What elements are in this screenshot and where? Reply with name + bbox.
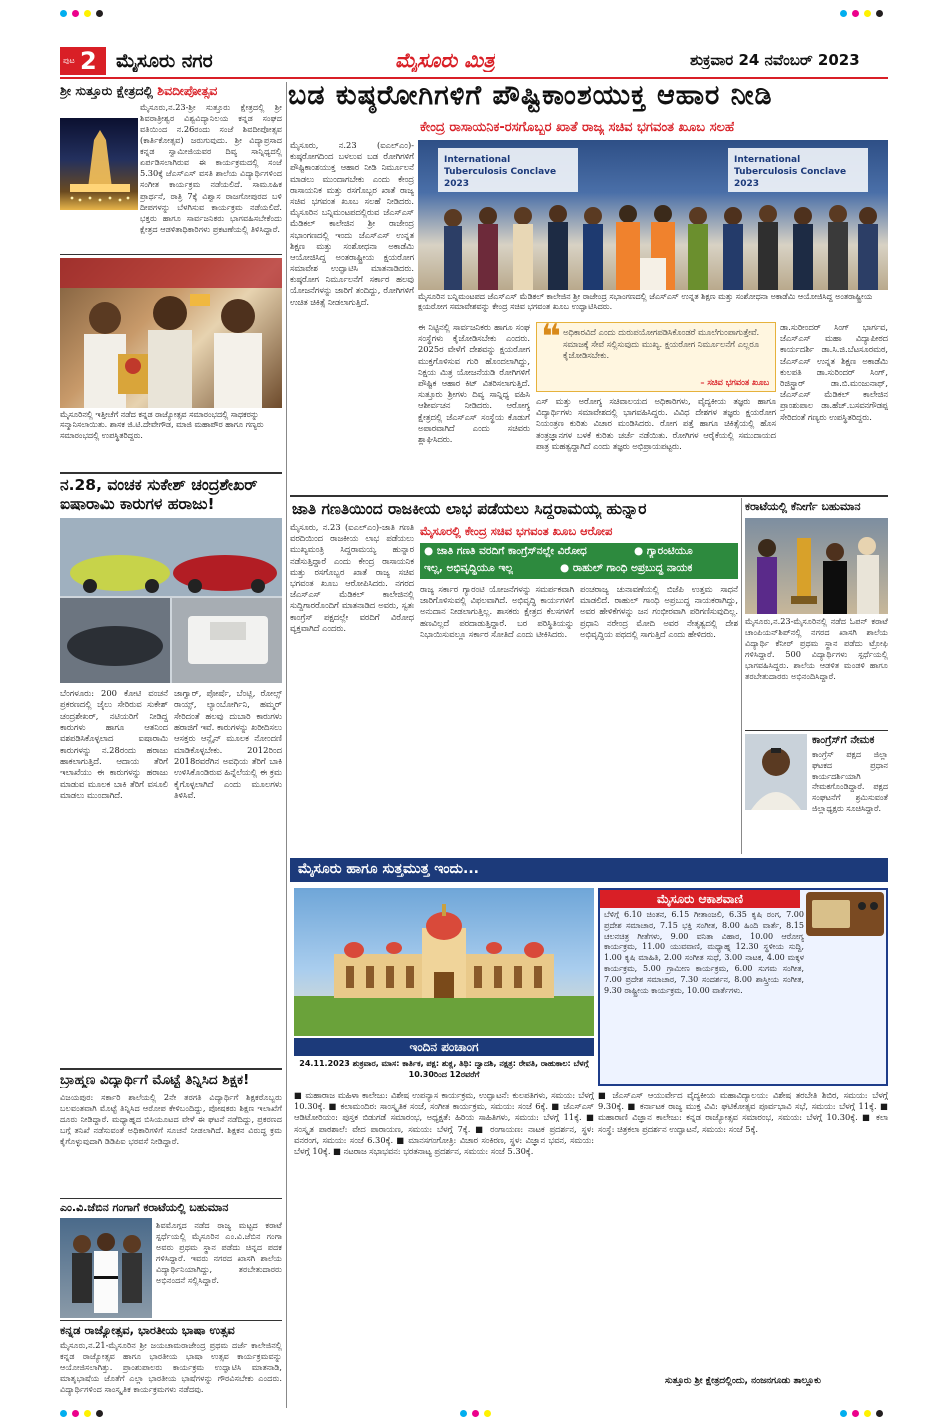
conclave-banner: International Tuberculosis Conclave 2023 [444,155,557,189]
story-headline: ಕನ್ನಡ ರಾಜ್ಯೋತ್ಸವ, ಭಾರತೀಯ ಭಾಷಾ ಉತ್ಸವ [60,1323,235,1337]
radio-schedule: ಬೆಳಿಗ್ಗೆ 6.10 ಚಿಂತನ, 6.15 ಗೀತಾಂಜಲಿ, 6.35 ಕೃಷಿ ರಂಗ, 7.00 ಪ್ರದೇಶ ಸಮಾಚಾರ, 7.15 ಭಕ್ತಿ ಸಂಗೀತ, 8.00 ಹಿಂದಿ ವಾರ್ತೆ, 8.15 ಚಲನಚಿತ್ರ ಗೀತೆಗಳು, 9.00 ವನಿತಾ ವಿಹಾರ, 10.00 ಆರೋಗ್ಯ ಕಾರ್ಯಕ್ರಮ, 11.00 ಯುವವಾಣಿ, ಮಧ್ಯಾಹ್ನ 12.30 ಸ್ಥಳೀಯ ಸುದ್ದಿ, 1.00 ಕೃಷಿ ಮಾಹಿತಿ, 2.00 ಸಂಗೀತ ಸುಧೆ, 3.00 ನಾಟಕ, 4.00 ಮಕ್ಕಳ ಕಾರ್ಯಕ್ರಮ, 5.00 ಗ್ರಾಮೀಣ ಕಾರ್ಯಕ್ರಮ, 6.00 ಸುಗಮ ಸಂಗೀತ, 7.00 ಪ್ರದೇಶ ಸಮಾಚಾರ, 7.30 ಸಂದರ್ಶನ, 8.00 ಶಾಸ್ತ್ರೀಯ ಸಂಗೀತ, 9.30 ರಾಷ್ಟ್ರೀಯ ಕಾರ್ಯಕ್ರಮ, 10.00 ವಾರ್ತೆಗಳು. [604,910,804,995]
story-body: ಮೈಸೂರು, ನ.23 (ಐಎಲ್ಎಂ)-ಜಾತಿ ಗಣತಿ ವರದಿಯಿಂದ ರಾಜಕೀಯ ಲಾಭ ಪಡೆಯಲು ಮುಖ್ಯಮಂತ್ರಿ ಸಿದ್ದರಾಮಯ್ಯ ಹುನ್ನಾರ ನಡೆಸುತ್ತಿದ್ದಾರೆ ಎಂದು ಕೇಂದ್ರ ರಾಸಾಯನಿಕ ಮತ್ತು ರಸಗೊಬ್ಬರ ಖಾತೆ ರಾಜ್ಯ ಸಚಿವ ಭಗವಂತ ಖೂಬ ಆರೋಪಿಸಿದರು. ನಗರದ ಜೆಎಸ್ಎಸ್ ಮೆಡಿಕಲ್ ಕಾಲೇಜಿನಲ್ಲಿ ಸುದ್ದಿಗಾರರೊಂದಿಗೆ ಮಾತನಾಡಿದ ಅವರು, ಸ್ವತಃ ಕಾಂಗ್ರೆಸ್ ಪಕ್ಷದಲ್ಲೇ ವರದಿಗೆ ವಿರೋಧ ವ್ಯಕ್ತವಾಗಿದೆ ಎಂದರು. [290,522,414,633]
story-body: ಮೈಸೂರು,ನ.23-ಶ್ರೀ ಸುತ್ತೂರು ಕ್ಷೇತ್ರದಲ್ಲಿ ಶ್ರೀ ಶಿವರಾತ್ರೀಶ್ವರ ವಿಶ್ವವಿದ್ಯಾನಿಲಯ ಕನ್ನಡ ಸಂಘದ ವತಿಯಿಂದ ನ.26ರಂದು ಸಂಜೆ ಶಿವದೀಪೋತ್ಸವ (ಕಾರ್ತಿಕೋತ್ಸವ) ಜರುಗುವುದು. ಶ್ರೀ ವಿದ್ಯಾಪ್ರಸಾದ ಕನ್ನಡ ಸ್ವಾಮೀಜಿಯವರ ದಿವ್ಯ ಸಾನ್ನಿಧ್ಯದಲ್ಲಿ ಏರ್ಪಡಿಸಲಾಗಿರುವ ಈ ಕಾರ್ಯಕ್ರಮದಲ್ಲಿ ಸಂಜೆ 5.30ಕ್ಕೆ ಜೆಎಸ್ಎಸ್ ವಸತಿ ಶಾಲೆಯ ವಿದ್ಯಾರ್ಥಿಗಳಿಂದ ಸಂಗೀತ ಕಾರ್ಯಕ್ರಮ ನಡೆಯಲಿದೆ. ಸಾಮೂಹಿಕ ಪ್ರಾರ್ಥನೆ, ರಾತ್ರಿ 7ಕ್ಕೆ ವಿಶ್ವಾಸ ರಾಜಗೋಪುರದ ಬಳಿ ದೀಪಗಳನ್ನು ಬೆಳಗಿಸುವ ಕಾರ್ಯಕ್ರಮ ನಡೆಯಲಿದೆ. ಭಕ್ತರು ಹಾಗೂ ಸಾರ್ವಜನಿಕರು ಭಾಗವಹಿಸಬೇಕೆಂದು ಕ್ಷೇತ್ರದ ಆಡಳಿತಾಧಿಕಾರಿಗಳು ಪ್ರಕಟಣೆಯಲ್ಲಿ ತಿಳಿಸಿದ್ದಾರೆ. [140,102,282,234]
radio-box [598,888,888,1086]
lead-body-col2: ಈ ನಿಟ್ಟಿನಲ್ಲಿ ಸಾರ್ವಜನಿಕರು ಹಾಗೂ ಸಂಘ ಸಂಸ್ಥೆಗಳು ಕೈಜೋಡಿಸಬೇಕು ಎಂದರು. 2025ರ ವೇಳೆಗೆ ದೇಶವನ್ನು ಕ್ಷಯರೋಗ ಮುಕ್ತಗೊಳಿಸುವ ಗುರಿ ಹೊಂದಲಾಗಿದ್ದು, ನಿಕ್ಷಯ ಮಿತ್ರ ಯೋಜನೆಯಡಿ ರೋಗಿಗಳಿಗೆ ಪೌಷ್ಟಿಕ ಆಹಾರ ಕಿಟ್ ವಿತರಿಸಲಾಗುತ್ತಿದೆ. ಸುತ್ತೂರು ಶ್ರೀಗಳು ದಿವ್ಯ ಸಾನ್ನಿಧ್ಯ ವಹಿಸಿ ಆಶೀರ್ವಚನ ನೀಡಿದರು. ಆರೋಗ್ಯ ಕ್ಷೇತ್ರದಲ್ಲಿ ಜೆಎಸ್ಎಸ್ ಸಂಸ್ಥೆಯ ಕೊಡುಗೆ ಅಪಾರವಾಗಿದೆ ಎಂದು ಸಚಿವರು ಶ್ಲಾಘಿಸಿದರು. [418,322,530,444]
conclave-banner: International Tuberculosis Conclave 2023 [734,155,847,189]
issue-date: ಶುಕ್ರವಾರ 24 ನವೆಂಬರ್ 2023 [690,51,860,69]
registration-dot [84,10,91,17]
photo-caption: ಮೈಸೂರಿನ ಬನ್ನಿಮಂಟಪದ ಜೆಎಸ್ಎಸ್ ಮೆಡಿಕಲ್ ಕಾಲೇಜಿನ ಶ್ರೀ ರಾಜೇಂದ್ರ ಸಭಾಂಗಣದಲ್ಲಿ ಜೆಎಸ್ಎಸ್ ಉನ್ನತ ಶಿಕ್ಷಣ ಮತ್ತು ಸಂಶೋಧನಾ ಅಕಾಡೆಮಿ ಆಯೋಜಿಸಿದ್ದ ಅಂತರಾಷ್ಟ್ರೀಯ ಕ್ಷಯರೋಗ ಸಮಾವೇಶವನ್ನು ಕೇಂದ್ರ ಸಚಿವ ಭಗವಂತ ಖೂಬ ಉದ್ಘಾಟಿಸಿದರು. [418,292,873,312]
story-headline: ಕಾಂಗ್ರೆಸ್‌ಗೆ ನೇಮಕ [812,734,875,746]
luxury-cars-photo [60,518,282,683]
pull-quote-attribution: – ಸಚಿವ ಭಗವಂತ ಖೂಬ [700,377,769,387]
registration-dot [460,1410,467,1417]
story-body: ಪಂಚರಾಜ್ಯ ಚುನಾವಣೆಯಲ್ಲಿ ಬಿಜೆಪಿ ಉತ್ತಮ ಸಾಧನೆ ಮಾಡಲಿದೆ. ರಾಹುಲ್ ಗಾಂಧಿ ಅಪ್ರಬುದ್ಧ ನಾಯಕರಾಗಿದ್ದು, ಅವರ ಹೇಳಿಕೆಗಳನ್ನು ಜನ ಗಂಭೀರವಾಗಿ ಪರಿಗಣಿಸುವುದಿಲ್ಲ. ಪ್ರಧಾನಿ ನರೇಂದ್ರ ಮೋದಿ ಅವರ ನೇತೃತ್ವದಲ್ಲಿ ದೇಶ ಅಭಿವೃದ್ಧಿಯ ಪಥದಲ್ಲಿ ಸಾಗುತ್ತಿದೆ ಎಂದು ಹೇಳಿದರು. [580,584,738,639]
column-rule [286,82,287,1408]
registration-dot [72,10,79,17]
highlight-tag: ● ಜಾತಿ ಗಣತಿ ವರದಿಗೆ ಕಾಂಗ್ರೆಸ್‌ನಲ್ಲೇ ವಿರೋಧ [424,545,587,557]
story-body: ಕಾಂಗ್ರೆಸ್ ಪಕ್ಷದ ಜಿಲ್ಲಾ ಘಟಕದ ಪ್ರಧಾನ ಕಾರ್ಯದರ್ಶಿಯಾಗಿ ನೇಮಕಗೊಂಡಿದ್ದಾರೆ. ಪಕ್ಷದ ಸಂಘಟನೆಗೆ ಶ್ರಮಿಸುವಂತೆ ಜಿಲ್ಲಾಧ್ಯಕ್ಷರು ಸೂಚಿಸಿದ್ದಾರೆ. [812,750,888,813]
registration-dot [852,1410,859,1417]
tb-conclave-photo [418,140,888,290]
events-list: ■ ಮಹಾರಾಜ ಮಹಿಳಾ ಕಾಲೇಜು: ವಿಶೇಷ ಉಪನ್ಯಾಸ ಕಾರ್ಯಕ್ರಮ, ಉದ್ಘಾಟನೆ: ಕುಲಪತಿಗಳು, ಸಮಯ: ಬೆಳಗ್ಗೆ 10.30ಕ್ಕೆ. ■ ಕಲಾಮಂದಿರ: ಸಾಂಸ್ಕೃತಿಕ ಸಂಜೆ, ಸಂಗೀತ ಕಾರ್ಯಕ್ರಮ, ಸಮಯ: ಸಂಜೆ 6ಕ್ಕೆ. ■ ಜೆಎಸ್ಎಸ್ ಆಡಿಟೋರಿಯಂ: ಪುಸ್ತಕ ಬಿಡುಗಡೆ ಸಮಾರಂಭ, ಅಧ್ಯಕ್ಷತೆ: ಹಿರಿಯ ಸಾಹಿತಿಗಳು, ಸಮಯ: ಬೆಳಗ್ಗೆ 11ಕ್ಕೆ. ■ ಸಂಸ್ಕೃತ ಪಾಠಶಾಲೆ: ವೇದ ಪಾರಾಯಣ, ಸಮಯ: ಬೆಳಗ್ಗೆ 7ಕ್ಕೆ. ■ ರಂಗಾಯಣ: ನಾಟಕ ಪ್ರದರ್ಶನ, ಸ್ಥಳ: ವನರಂಗ, ಸಮಯ: ಸಂಜೆ 6.30ಕ್ಕೆ. ■ ಮಾನಸಗಂಗೋತ್ರಿ: ವಿಚಾರ ಸಂಕಿರಣ, ಸ್ಥಳ: ವಿಜ್ಞಾನ ಭವನ, ಸಮಯ: ಬೆಳಗ್ಗೆ 10ಕ್ಕೆ. ■ ನಟರಾಜ ಸಭಾಭವನ: ಭರತನಾಟ್ಯ ಪ್ರದರ್ಶನ, ಸಮಯ: ಸಂಜೆ 5.30ಕ್ಕೆ. [294,1090,594,1156]
registration-dot [72,1410,79,1417]
registration-dot [60,1410,67,1417]
highlight-tag: ಇಲ್ಲ, ಅಭಿವೃದ್ಧಿಯೂ ಇಲ್ಲ [424,562,514,574]
divider [60,472,282,474]
registration-dot [864,1410,871,1417]
story-headline: ಎಂ.ವಿ.ಜೆಬಿನ ಗಂಗಾಗೆ ಕರಾಟೆಯಲ್ಲಿ ಬಹುಮಾನ [60,1201,229,1214]
story-body: ಬೆಂಗಳೂರು: 200 ಕೋಟಿ ವಂಚನೆ ಪ್ರಕರಣದಲ್ಲಿ ಜೈಲು ಸೇರಿರುವ ಸುಕೇಶ್ ಚಂದ್ರಶೇಖರ್, ನಟಿಯರಿಗೆ ನೀಡಿದ್ದ ಕಾರುಗಳು ಹಾಗೂ ಆತನಿಂದ ವಶಪಡಿಸಿಕೊಳ್ಳಲಾದ ಐಷಾರಾಮಿ ಕಾರುಗಳನ್ನು ನ.28ರಂದು ಹರಾಜು ಹಾಕಲಾಗುತ್ತಿದೆ. ಆದಾಯ ತೆರಿಗೆ ಇಲಾಖೆಯು ಈ ಕಾರುಗಳನ್ನು ಹರಾಜು ಮಾಡುವ ಮೂಲಕ ಬಾಕಿ ತೆರಿಗೆ ವಸೂಲಿ ಮಾಡಲು ಮುಂದಾಗಿದೆ. [60,688,168,801]
events-banner: ಮೈಸೂರು ಹಾಗೂ ಸುತ್ತಮುತ್ತ ಇಂದು... [290,858,888,882]
divider [60,1320,282,1321]
photo-caption: ಮೈಸೂರಿನಲ್ಲಿ ಇತ್ತೀಚೆಗೆ ನಡೆದ ಕನ್ನಡ ರಾಜ್ಯೋತ್ಸವ ಸಮಾರಂಭದಲ್ಲಿ ಸಾಧಕರನ್ನು ಸನ್ಮಾನಿಸಲಾಯಿತು. ಶಾಸಕ ಜಿ.ಟಿ.ದೇವೇಗೌಡ, ಮಾಜಿ ಮಹಾಪೌರ ಹಾಗೂ ಗಣ್ಯರು ಸಮಾರಂಭದಲ್ಲಿ ಉಪಸ್ಥಿತರಿದ್ದರು. [60,410,264,440]
highlight-tags [420,543,738,579]
story-headline: ನ.28, ವಂಚಕ ಸುಕೇಶ್ ಚಂದ್ರಶೇಖರ್ ಐಷಾರಾಮಿ ಕಾರುಗಳ ಹರಾಜು! [60,476,258,513]
divider [745,730,888,731]
story-body: ವಿಜಯಪುರ: ಸರ್ಕಾರಿ ಶಾಲೆಯಲ್ಲಿ 2ನೇ ತರಗತಿ ವಿದ್ಯಾರ್ಥಿಗೆ ಶಿಕ್ಷಕರೊಬ್ಬರು ಬಲವಂತವಾಗಿ ಮೊಟ್ಟೆ ತಿನ್ನಿಸಿದ ಆರೋಪ ಕೇಳಿಬಂದಿದ್ದು, ಪೋಷಕರು ಶಿಕ್ಷಣ ಇಲಾಖೆಗೆ ದೂರು ನೀಡಿದ್ದಾರೆ. ಮಧ್ಯಾಹ್ನದ ಬಿಸಿಯೂಟದ ವೇಳೆ ಈ ಘಟನೆ ನಡೆದಿದ್ದು, ಪ್ರಕರಣದ ಬಗ್ಗೆ ತನಿಖೆ ನಡೆಸುವಂತೆ ಅಧಿಕಾರಿಗಳಿಗೆ ಸೂಚನೆ ನೀಡಲಾಗಿದೆ. ಶಿಕ್ಷಕನ ವಿರುದ್ಧ ಕ್ರಮ ಕೈಗೊಳ್ಳುವುದಾಗಿ ಡಿಡಿಪಿಐ ಭರವಸೆ ನೀಡಿದ್ದಾರೆ. [60,1092,282,1147]
story-body: ಜಾಗ್ವಾರ್, ಪೋರ್ಷೆ, ಬೆಂಟ್ಲಿ, ರೋಲ್ಸ್ ರಾಯ್ಸ್, ಲ್ಯಾಂಬೋರ್ಗಿನಿ, ಹಮ್ಮರ್ ಸೇರಿದಂತೆ ಹಲವು ದುಬಾರಿ ಕಾರುಗಳು ಹರಾಜಿಗೆ ಇವೆ. ಕಾರುಗಳನ್ನು ಖರೀದಿಸಲು ಆಸಕ್ತರು ಆನ್ಲೈನ್ ಮೂಲಕ ನೋಂದಣಿ ಮಾಡಿಕೊಳ್ಳಬೇಕು. 2012ರಿಂದ 2018ರವರೆಗಿನ ಅವಧಿಯ ತೆರಿಗೆ ಬಾಕಿ ಉಳಿಸಿಕೊಂಡಿರುವ ಹಿನ್ನೆಲೆಯಲ್ಲಿ ಈ ಕ್ರಮ ಕೈಗೊಳ್ಳಲಾಗಿದೆ ಎಂದು ಮೂಲಗಳು ತಿಳಿಸಿವೆ. [174,688,282,801]
karate-winner-photo [60,1218,152,1318]
divider [60,254,282,255]
registration-dot [876,1410,883,1417]
lead-body-col4: ಡಾ.ಸುರೀಂದರ್ ಸಿಂಗ್ ಭಾರ್ಗವ, ಜೆಎಸ್ಎಸ್ ಮಹಾ ವಿದ್ಯಾಪೀಠದ ಕಾರ್ಯದರ್ಶಿ ಡಾ.ಸಿ.ಜಿ.ಬೆಟಸೂರಮಠ, ಜೆಎಸ್ಎಸ್ ಉನ್ನತ ಶಿಕ್ಷಣ ಅಕಾಡೆಮಿ ಕುಲಪತಿ ಡಾ.ಸುರಿಂದರ್ ಸಿಂಗ್, ರಿಜಿಸ್ಟ್ರಾರ್ ಡಾ.ಬಿ.ಮಂಜುನಾಥ್, ಜೆಎಸ್ಎಸ್ ಮೆಡಿಕಲ್ ಕಾಲೇಜಿನ ಪ್ರಾಂಶುಪಾಲ ಡಾ.ಹೆಚ್.ಬಸವನಗೌಡಪ್ಪ ಸೇರಿದಂತೆ ಗಣ್ಯರು ಉಪಸ್ಥಿತರಿದ್ದರು. [780,322,888,422]
page-number-box [60,47,106,75]
story-body: ಶಿವಮೊಗ್ಗದ ನಡೆದ ರಾಜ್ಯ ಮಟ್ಟದ ಕರಾಟೆ ಸ್ಪರ್ಧೆಯಲ್ಲಿ ಮೈಸೂರಿನ ಎಂ.ವಿ.ಜೆಬಿನ ಗಂಗಾ ಅವರು ಪ್ರಥಮ ಸ್ಥಾನ ಪಡೆದು ಚಿನ್ನದ ಪದಕ ಗಳಿಸಿದ್ದಾರೆ. ಇವರು ನಗರದ ಖಾಸಗಿ ಶಾಲೆಯ ವಿದ್ಯಾರ್ಥಿನಿಯಾಗಿದ್ದು, ತರಬೇತುದಾರರು ಅಭಿನಂದನೆ ಸಲ್ಲಿಸಿದ್ದಾರೆ. [156,1220,282,1286]
masthead-rule [60,77,888,79]
newspaper-name: ಮೈಸೂರು ಮಿತ್ರ [395,48,495,72]
highlight-tag: ● ಗ್ಯಾರಂಟಿಯೂ [634,545,693,557]
page-number: 2 [80,47,97,75]
radio-icon [806,892,884,936]
section-title: ಮೈಸೂರು ನಗರ [116,50,213,72]
registration-dot [96,10,103,17]
registration-dot [864,10,871,17]
registration-dot [876,10,883,17]
story-headline: ಶ್ರೀ ಸುತ್ತೂರು ಕ್ಷೇತ್ರದಲ್ಲಿ ಶಿವದೀಪೋತ್ಸವ [60,83,218,98]
pull-quote-box [536,322,776,392]
pull-quote-text: ಅಧಿಕಾರವಿದೆ ಎಂದು ದುರುಪಯೋಗಪಡಿಸಿಕೊಂಡರೆ ಮೂಲೆಗುಂಪಾಗುತ್ತೇವೆ. ಸಮಾಜಕ್ಕೆ ಸೇವೆ ಸಲ್ಲಿಸುವುದು ಮುಖ್ಯ. ಕ್ಷಯರೋಗ ನಿರ್ಮೂಲನೆಗೆ ಎಲ್ಲರೂ ಕೈಜೋಡಿಸಬೇಕು. [563,327,760,360]
lead-body-col1: ಮೈಸೂರು, ನ.23 (ಐಎಲ್ಎಂ)- ಕುಷ್ಠರೋಗದಿಂದ ಬಳಲುವ ಬಡ ರೋಗಿಗಳಿಗೆ ಪೌಷ್ಟಿಕಾಂಶಯುಕ್ತ ಆಹಾರ ನೀಡಿ ನಿರ್ಮೂಲನೆ ಮಾಡಲು ಮುಂದಾಗಬೇಕು ಎಂದು ಕೇಂದ್ರ ರಾಸಾಯನಿಕ ಮತ್ತು ರಸಗೊಬ್ಬರ ಖಾತೆ ರಾಜ್ಯ ಸಚಿವ ಭಗವಂತ ಖೂಬ ಸಲಹೆ ನೀಡಿದರು. ಮೈಸೂರಿನ ಬನ್ನಿಮಂಟಪದಲ್ಲಿರುವ ಜೆಎಸ್ಎಸ್ ಮೆಡಿಕಲ್ ಕಾಲೇಜಿನ ಶ್ರೀ ರಾಜೇಂದ್ರ ಸಭಾಂಗಣದಲ್ಲಿ ಇಂದು ಜೆಎಸ್ಎಸ್ ಉನ್ನತ ಶಿಕ್ಷಣ ಮತ್ತು ಸಂಶೋಧನಾ ಅಕಾಡೆಮಿ ಆಯೋಜಿಸಿದ್ದ ಅಂತರಾಷ್ಟ್ರೀಯ ಕ್ಷಯರೋಗ ಸಮಾವೇಶ ಉದ್ಘಾಟಿಸಿ ಮಾತನಾಡಿದರು. ಕುಷ್ಠರೋಗ ನಿರ್ಮೂಲನೆಗೆ ಸರ್ಕಾರ ಹಲವು ಯೋಜನೆಗಳನ್ನು ಜಾರಿಗೆ ತಂದಿದ್ದು, ರೋಗಿಗಳಿಗೆ ಉಚಿತ ಚಿಕಿತ್ಸೆ ನೀಡಲಾಗುತ್ತಿದೆ. [290,140,414,307]
page-label: ಪುಟ [63,56,75,65]
story-headline: ಕರಾಟೆಯಲ್ಲಿ ಕೆನೀರ್ಗೆ ಬಹುಮಾನ [745,500,861,513]
registration-dot [484,1410,491,1417]
story-subheadline: ಮೈಸೂರಲ್ಲಿ ಕೇಂದ್ರ ಸಚಿವ ಭಗವಂತ ಖೂಬ ಆರೋಪ [420,524,613,538]
registration-dot [472,1410,479,1417]
registration-dot [840,10,847,17]
highlight-tag: ● ರಾಹುಲ್ ಗಾಂಧಿ ಅಪ್ರಬುದ್ಧ ನಾಯಕ [560,562,693,574]
events-list: ■ ಜೆಎಸ್ಎಸ್ ಆಯುರ್ವೇದ ವೈದ್ಯಕೀಯ ಮಹಾವಿದ್ಯಾಲಯ: ವಿಶೇಷ ತರಬೇತಿ ಶಿಬಿರ, ಸಮಯ: ಬೆಳಗ್ಗೆ 9.30ಕ್ಕೆ. ■ ಕರ್ನಾಟಕ ರಾಜ್ಯ ಮುಕ್ತ ವಿವಿ: ಘಟಿಕೋತ್ಸವ ಪೂರ್ವಭಾವಿ ಸಭೆ, ಸಮಯ: ಬೆಳಗ್ಗೆ 11ಕ್ಕೆ. ■ ಮಹಾರಾಣಿ ವಿಜ್ಞಾನ ಕಾಲೇಜು: ಕನ್ನಡ ರಾಜ್ಯೋತ್ಸವ ಸಮಾರಂಭ, ಸಮಯ: ಬೆಳಗ್ಗೆ 10.30ಕ್ಕೆ. ■ ಕಲಾ ಸಂಸ್ಥೆ: ಚಿತ್ರಕಲಾ ಪ್ರದರ್ಶನ ಉದ್ಘಾಟನೆ, ಸಮಯ: ಸಂಜೆ 5ಕ್ಕೆ. [598,1090,888,1134]
panchang-header: ಇಂದಿನ ಪಂಚಾಂಗ [294,1038,594,1056]
panchang-text: 24.11.2023 ಶುಕ್ರವಾರ, ಮಾಸ: ಕಾರ್ತಿಕ, ಪಕ್ಷ: ಶುಕ್ಲ, ತಿಥಿ: ದ್ವಾದಶಿ, ನಕ್ಷತ್ರ: ರೇವತಿ, ರಾಹುಕಾಲ: ಬೆಳಗ್ಗೆ 10.30ರಿಂದ 12ರವರೆಗೆ [299,1059,589,1079]
karate-trophy-photo [745,518,888,614]
divider [60,1198,282,1199]
column-rule [741,498,742,854]
lead-headline: ಬಡ ಕುಷ್ಠರೋಗಿಗಳಿಗೆ ಪೌಷ್ಟಿಕಾಂಶಯುಕ್ತ ಆಹಾರ ನೀಡಿ [288,80,773,111]
radio-header: ಮೈಸೂರು ಆಕಾಶವಾಣಿ [600,890,800,908]
quote-icon: ❝ [541,322,561,357]
mysore-palace-photo [294,888,594,1036]
story-body: ಮೈಸೂರು,ನ.21-ಮೈಸೂರಿನ ಶ್ರೀ ಜಯಚಾಮರಾಜೇಂದ್ರ ಪ್ರಥಮ ದರ್ಜೆ ಕಾಲೇಜಿನಲ್ಲಿ ಕನ್ನಡ ರಾಜ್ಯೋತ್ಸವ ಹಾಗೂ ಭಾರತೀಯ ಭಾಷಾ ಉತ್ಸವ ಕಾರ್ಯಕ್ರಮವನ್ನು ಆಯೋಜಿಸಲಾಗಿತ್ತು. ಪ್ರಾಂಶುಪಾಲರು ಕಾರ್ಯಕ್ರಮ ಉದ್ಘಾಟಿಸಿ ಮಾತನಾಡಿ, ಮಾತೃಭಾಷೆಯ ಜೊತೆಗೆ ಎಲ್ಲಾ ಭಾರತೀಯ ಭಾಷೆಗಳನ್ನು ಗೌರವಿಸಬೇಕು ಎಂದರು. ವಿದ್ಯಾರ್ಥಿಗಳಿಂದ ಸಾಂಸ್ಕೃತಿಕ ಕಾರ್ಯಕ್ರಮಗಳು ನಡೆದವು. [60,1340,282,1395]
registration-dot [852,10,859,17]
story-headline: ಬ್ರಾಹ್ಮಣ ವಿದ್ಯಾರ್ಥಿಗೆ ಮೊಟ್ಟೆ ತಿನ್ನಿಸಿದ ಶಿಕ್ಷಕ! [60,1072,250,1088]
registration-dot [60,10,67,17]
portrait-photo [745,734,807,810]
registration-dot [84,1410,91,1417]
events-footer-note: ಸುತ್ತೂರು ಶ್ರೀ ಕ್ಷೇತ್ರದಲ್ಲಿಂದು, ನಂಜನಗೂಡು ತಾಲ್ಲೂಕು [665,1376,821,1386]
story-body: ಮೈಸೂರು,ನ.23-ಮೈಸೂರಿನಲ್ಲಿ ನಡೆದ ಓಪನ್ ಕರಾಟೆ ಚಾಂಪಿಯನ್‌ಶಿಪ್‌ನಲ್ಲಿ ನಗರದ ಖಾಸಗಿ ಶಾಲೆಯ ವಿದ್ಯಾರ್ಥಿ ಕೆನೀರ್ ಪ್ರಥಮ ಸ್ಥಾನ ಪಡೆದು ಟ್ರೋಫಿ ಗಳಿಸಿದ್ದಾರೆ. 500 ವಿದ್ಯಾರ್ಥಿಗಳು ಸ್ಪರ್ಧೆಯಲ್ಲಿ ಭಾಗವಹಿಸಿದ್ದರು. ಶಾಲೆಯ ಆಡಳಿತ ಮಂಡಳಿ ಹಾಗೂ ತರಬೇತುದಾರರು ಅಭಿನಂದಿಸಿದ್ದಾರೆ. [745,616,888,682]
divider [60,1068,282,1070]
registration-dot [96,1410,103,1417]
divider [290,495,888,497]
story-body: ರಾಜ್ಯ ಸರ್ಕಾರ ಗ್ಯಾರಂಟಿ ಯೋಜನೆಗಳನ್ನು ಸಮರ್ಪಕವಾಗಿ ಜಾರಿಗೊಳಿಸುವಲ್ಲಿ ವಿಫಲವಾಗಿದೆ. ಅಭಿವೃದ್ಧಿ ಕಾರ್ಯಗಳಿಗೆ ಅನುದಾನ ನೀಡಲಾಗುತ್ತಿಲ್ಲ. ಶಾಸಕರು ಕ್ಷೇತ್ರದ ಕೆಲಸಗಳಿಗೆ ಹಣವಿಲ್ಲದೆ ಪರದಾಡುತ್ತಿದ್ದಾರೆ. ಬರ ಪರಿಸ್ಥಿತಿಯನ್ನು ನಿಭಾಯಿಸುವಲ್ಲೂ ಸರ್ಕಾರ ಸೋತಿದೆ ಎಂದು ಟೀಕಿಸಿದರು. [420,584,574,639]
award-ceremony-photo [60,258,282,408]
lead-subheadline: ಕೇಂದ್ರ ರಾಸಾಯನಿಕ-ರಸಗೊಬ್ಬರ ಖಾತೆ ರಾಜ್ಯ ಸಚಿವ ಭಗವಂತ ಖೂಬ ಸಲಹೆ [420,120,735,135]
registration-dot [840,1410,847,1417]
lead-body-col3: ಎಸ್ ಮತ್ತು ಅರೋಗ್ಯ ಸಚಿವಾಲಯದ ಅಧಿಕಾರಿಗಳು, ವೈದ್ಯಕೀಯ ತಜ್ಞರು ಹಾಗೂ ವಿದ್ಯಾರ್ಥಿಗಳು ಸಮಾವೇಶದಲ್ಲಿ ಭಾಗವಹಿಸಿದ್ದರು. ವಿವಿಧ ದೇಶಗಳ ತಜ್ಞರು ಕ್ಷಯರೋಗ ನಿಯಂತ್ರಣ ಕುರಿತು ವಿಚಾರ ಮಂಡಿಸಿದರು. ರೋಗ ಪತ್ತೆ ಹಾಗೂ ಚಿಕಿತ್ಸೆಯಲ್ಲಿ ಹೊಸ ತಂತ್ರಜ್ಞಾನಗಳ ಬಳಕೆ ಕುರಿತು ಚರ್ಚೆ ನಡೆಯಿತು. ರೋಗಿಗಳ ಆರೈಕೆಯಲ್ಲಿ ಸಮುದಾಯದ ಪಾತ್ರ ಮಹತ್ವದ್ದಾಗಿದೆ ಎಂದು ತಜ್ಞರು ಅಭಿಪ್ರಾಯಪಟ್ಟರು. [536,396,776,451]
temple-night-photo [60,118,138,210]
story-headline: ಜಾತಿ ಗಣತಿಯಿಂದ ರಾಜಕೀಯ ಲಾಭ ಪಡೆಯಲು ಸಿದ್ದರಾಮಯ್ಯ ಹುನ್ನಾರ [292,500,647,518]
